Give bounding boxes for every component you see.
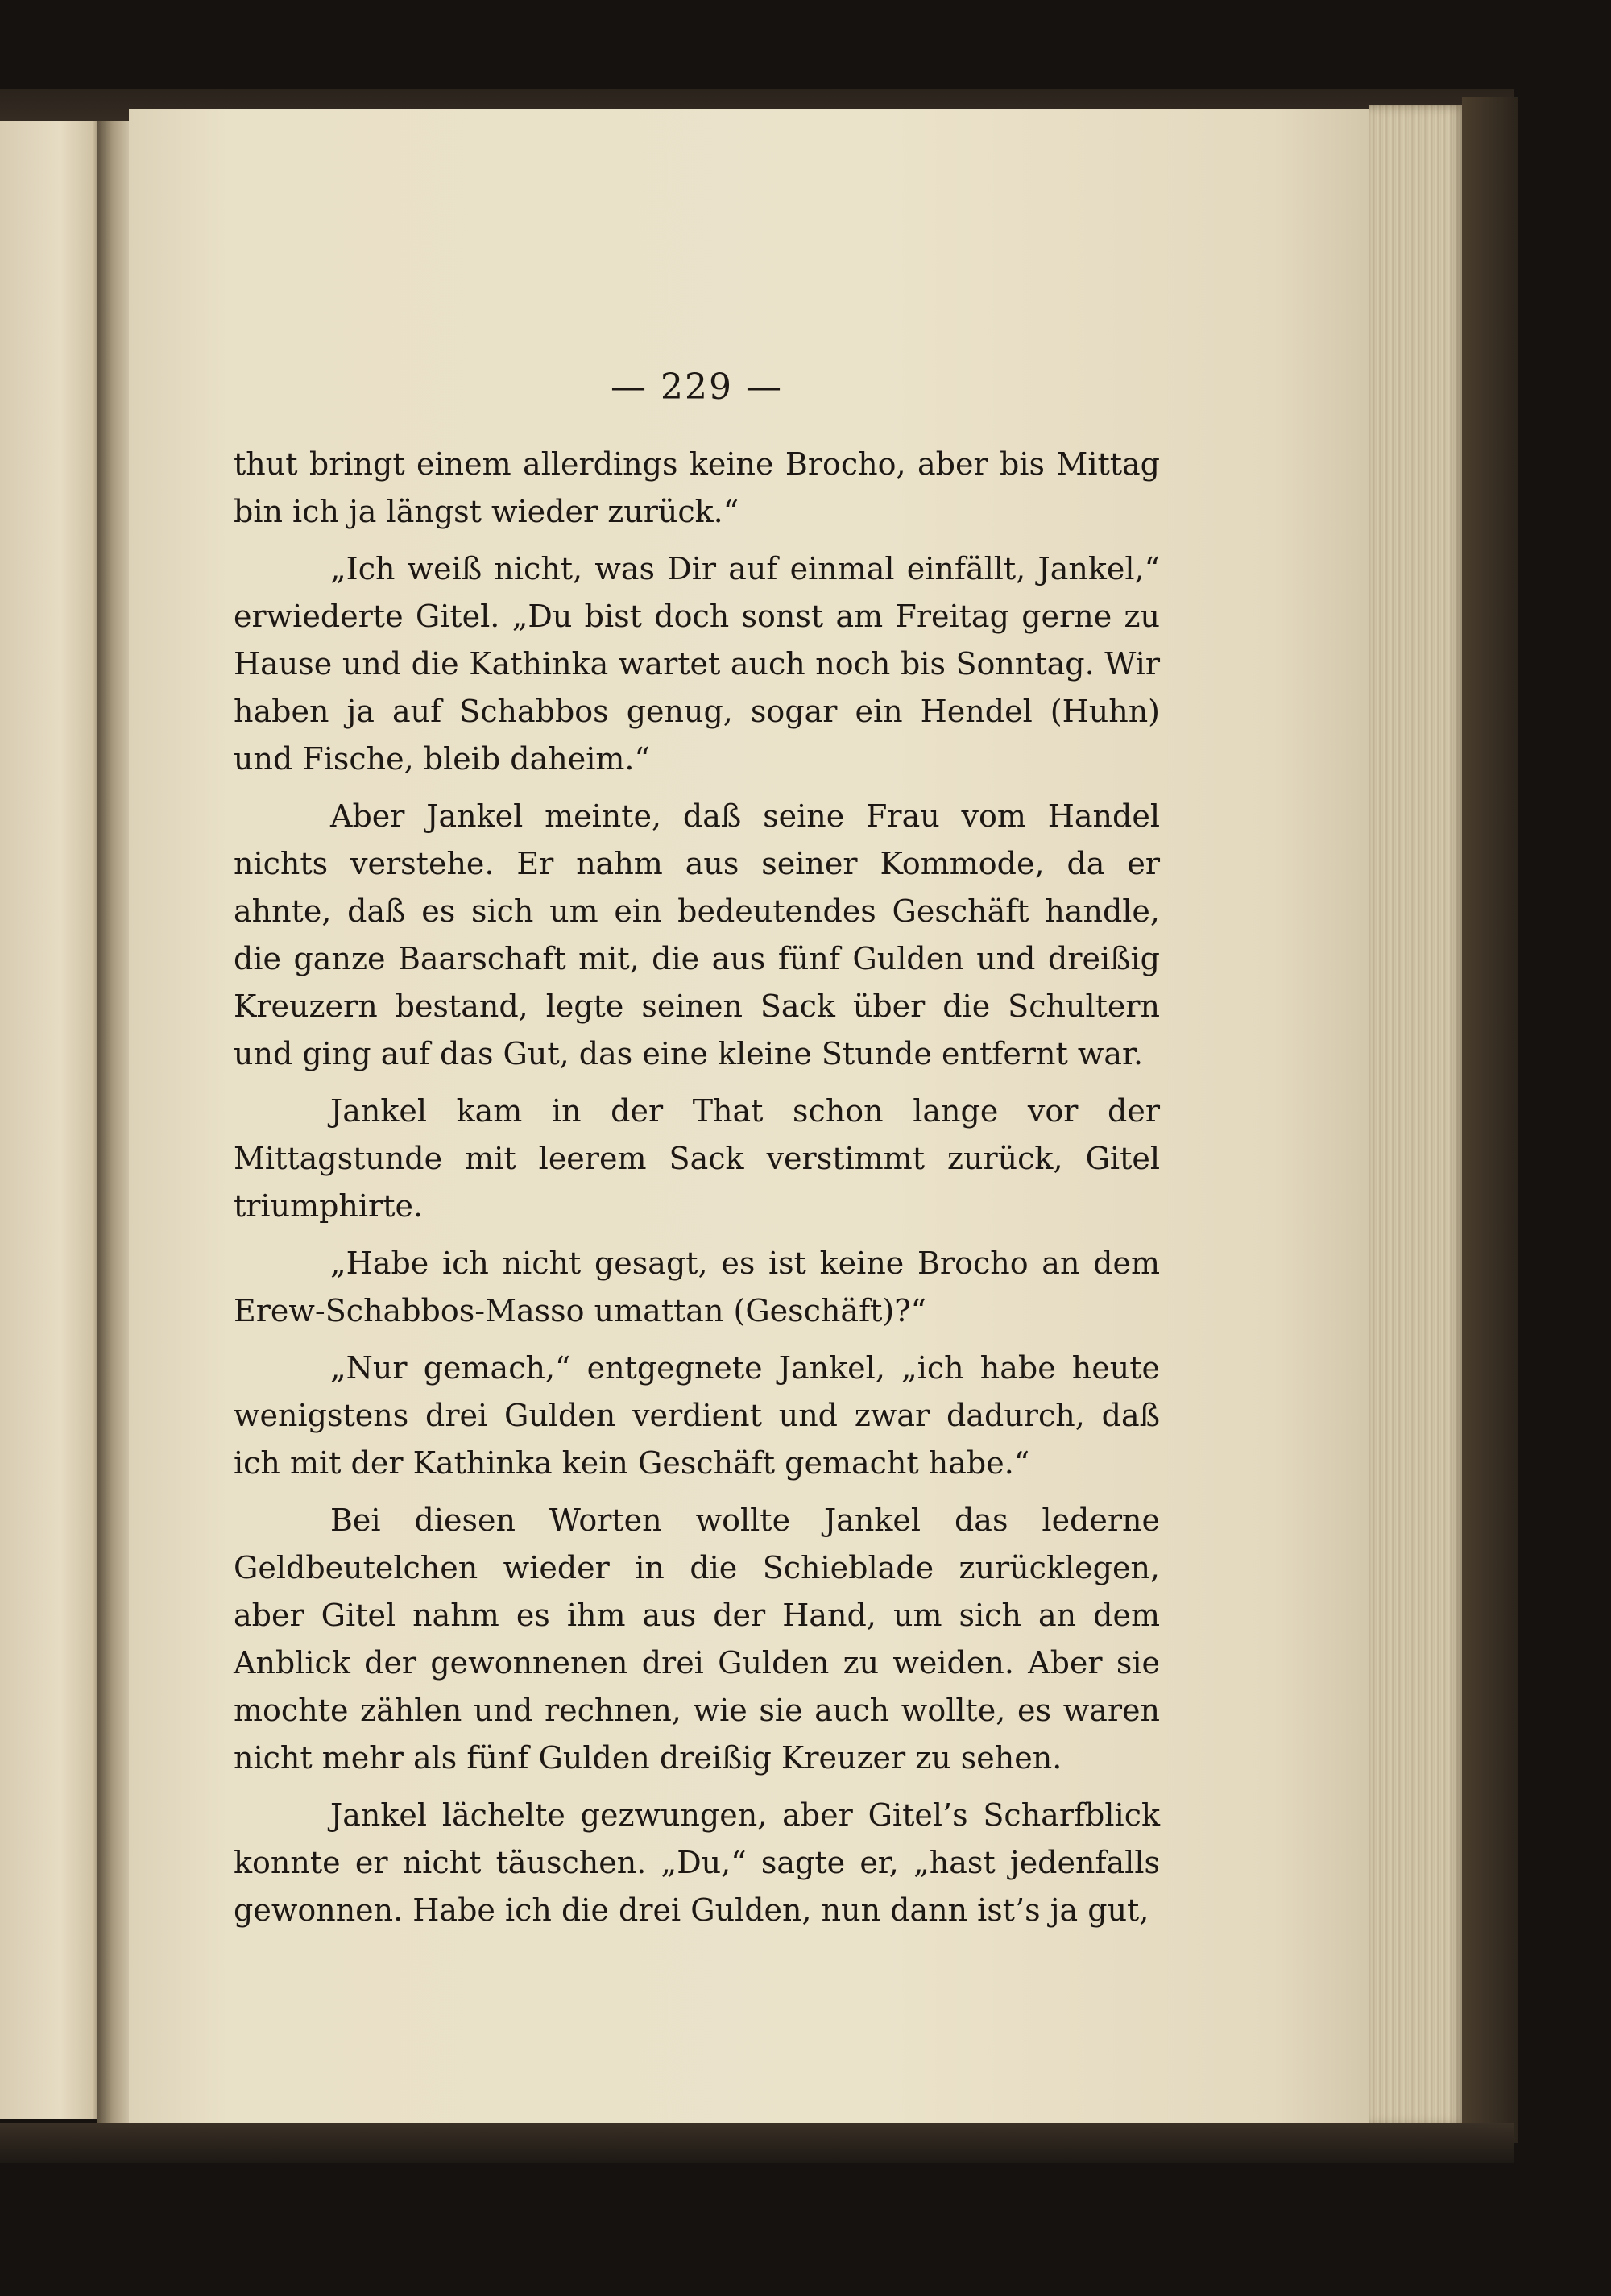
page-number: — 229 — (611, 367, 783, 408)
page-edges (1369, 105, 1466, 2127)
paragraph: „Habe ich nicht gesagt, es ist keine Brocho an dem Erew-Schabbos-Masso umattan (Geschäft)?“ (234, 1245, 1160, 1328)
paragraph: thut bringt einem allerdings keine Brocho, aber bis Mittag bin ich ja längst wieder zurück.“ (234, 446, 1160, 529)
paragraph: Jankel lächelte gezwungen, aber Gitel’s Scharfblick konnte er nicht täuschen. „Du,“ sagte er, „hast jedenfalls gewonnen. Habe ich die drei Gulden, nun dann ist’s ja gut, (234, 1797, 1160, 1928)
book-cover-right (1462, 97, 1518, 2143)
paragraph: Jankel kam in der That schon lange vor der Mittagstunde mit leerem Sack verstimmt zurück, Gitel triumphirte. (234, 1093, 1160, 1224)
facing-page (0, 121, 101, 2119)
paragraph: „Ich weiß nicht, was Dir auf einmal einfällt, Jankel,“ erwiederte Gitel. „Du bist doch sonst am Freitag gerne zu Hause und die Kathinka wartet auch noch bis Sonntag. Wir haben ja auf Schabbos genug, sogar ein Hendel (Huhn) und Fische, bleib daheim.“ (234, 551, 1160, 777)
paragraph: Aber Jankel meinte, daß seine Frau vom Handel nichts verstehe. Er nahm aus seiner Kommode, da er ahnte, daß es sich um ein bedeutendes Geschäft handle, die ganze Baarschaft mit, die aus fünf Gulden und dreißig Kreuzern bestand, legte seinen Sack über die Schultern und ging auf das Gut, das eine kleine Stunde entfernt war. (234, 798, 1160, 1071)
page-gutter (97, 121, 133, 2127)
book-cover-bottom (0, 2123, 1514, 2163)
body-text (234, 441, 1160, 1944)
paragraph: „Nur gemach,“ entgegnete Jankel, „ich habe heute wenigstens drei Gulden verdient und zwar dadurch, daß ich mit der Kathinka kein Geschäft gemacht habe.“ (234, 1350, 1160, 1481)
paragraph: Bei diesen Worten wollte Jankel das lederne Geldbeutelchen wieder in die Schieblade zurücklegen, aber Gitel nahm es ihm aus der Hand, um sich an dem Anblick der gewonnenen drei Gulden zu weiden. Aber sie mochte zählen und rechnen, wie sie auch wollte, es waren nicht mehr als fünf Gulden dreißig Kreuzer zu sehen. (234, 1502, 1160, 1776)
